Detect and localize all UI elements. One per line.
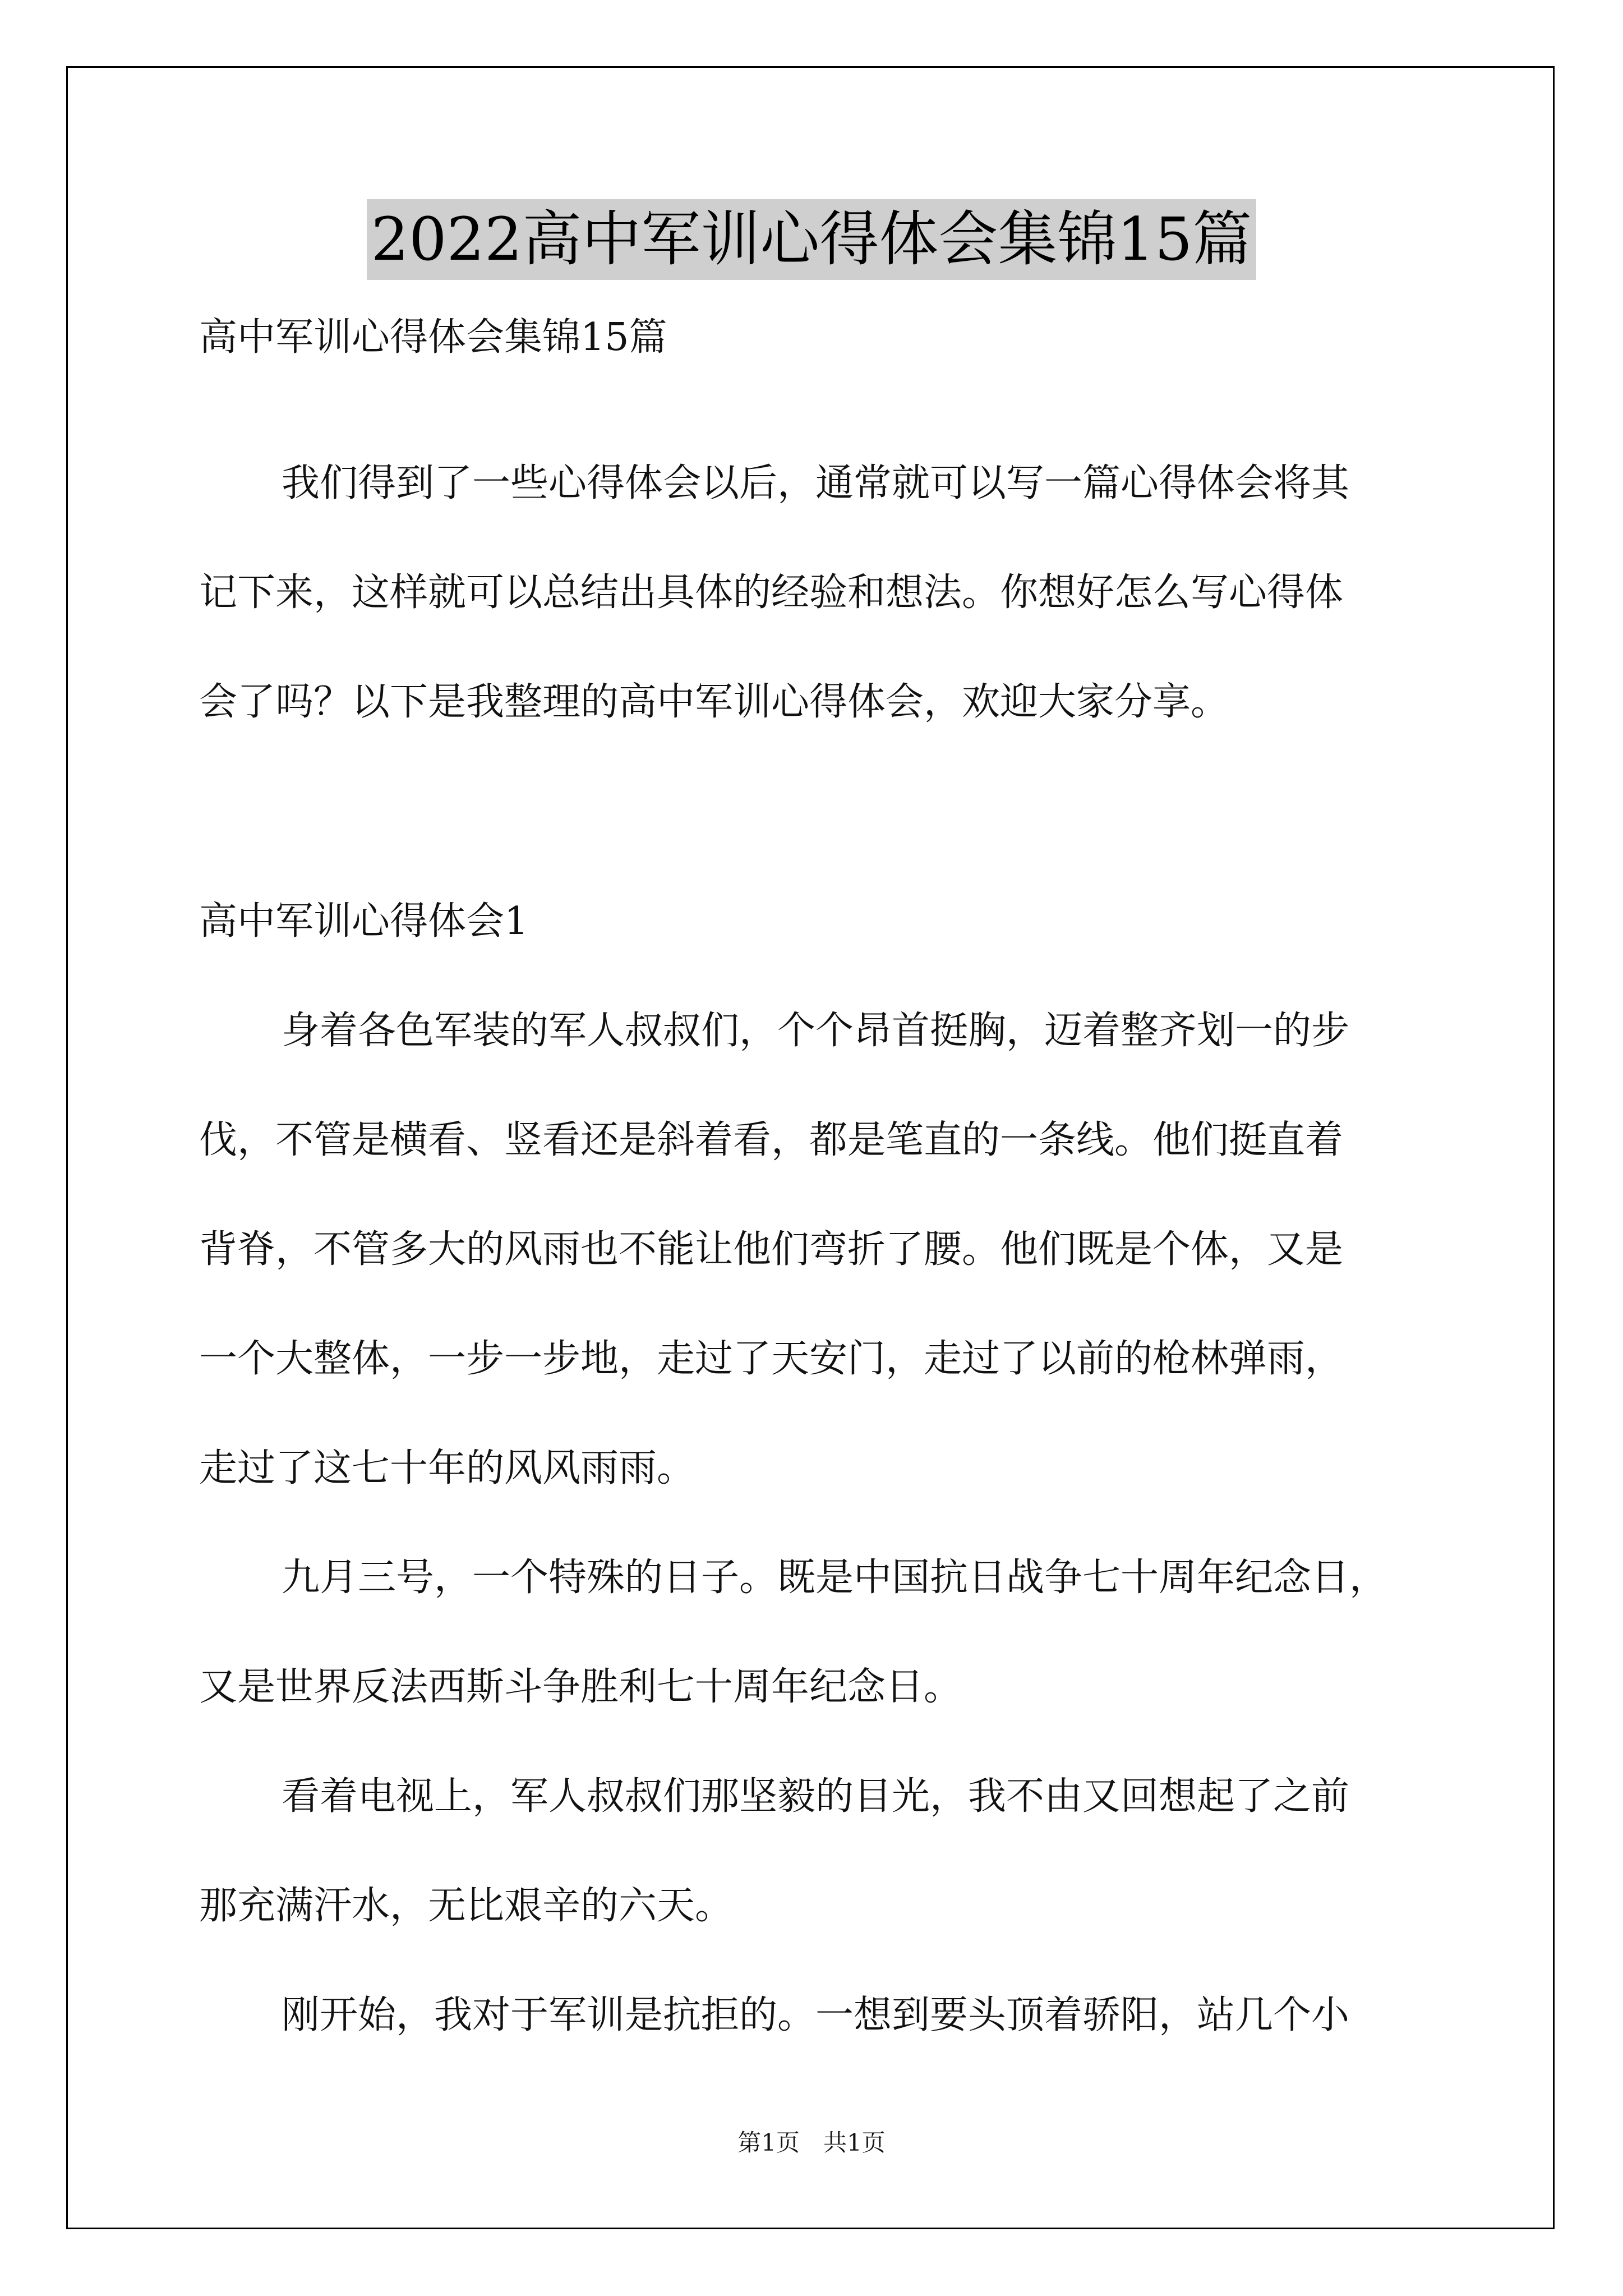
paragraph-line: 伐，不管是横看、竖看还是斜着看，都是笔直的一条线。他们挺直着: [199, 1118, 1344, 1162]
paragraph-line: 一个大整体，一步一步地，走过了天安门，走过了以前的枪林弹雨，: [199, 1337, 1344, 1381]
paragraph-line: 走过了这七十年的风风雨雨。: [199, 1446, 695, 1490]
paragraph-line: 身着各色军装的军人叔叔们，个个昂首挺胸，迈着整齐划一的步: [282, 1009, 1350, 1053]
page-footer: 第1页 共1页: [737, 2129, 886, 2156]
document-title: 2022高中军训心得体会集锦15篇: [367, 199, 1257, 280]
paragraph-line: 看着电视上，军人叔叔们那坚毅的目光，我不由又回想起了之前: [282, 1774, 1350, 1819]
title-container: [0, 199, 1623, 280]
paragraph-line: 我们得到了一些心得体会以后，通常就可以写一篇心得体会将其: [282, 461, 1350, 505]
paragraph-line: 那充满汗水，无比艰辛的六天。: [199, 1884, 734, 1928]
subtitle-line: 高中军训心得体会集锦15篇: [199, 315, 667, 360]
paragraph-line: 记下来，这样就可以总结出具体的经验和想法。你想好怎么写心得体: [199, 570, 1344, 615]
section-heading: 高中军训心得体会1: [199, 899, 529, 944]
paragraph-line: 刚开始，我对于军训是抗拒的。一想到要头顶着骄阳，站几个小: [282, 1993, 1350, 2037]
paragraph-line: 会了吗？以下是我整理的高中军训心得体会，欢迎大家分享。: [199, 680, 1229, 724]
paragraph-line: 背脊，不管多大的风雨也不能让他们弯折了腰。他们既是个体，又是: [199, 1227, 1344, 1272]
paragraph-line: 又是世界反法西斯斗争胜利七十周年纪念日。: [199, 1665, 962, 1709]
paragraph-line: 九月三号，一个特殊的日子。既是中国抗日战争七十周年纪念日，: [282, 1556, 1388, 1600]
